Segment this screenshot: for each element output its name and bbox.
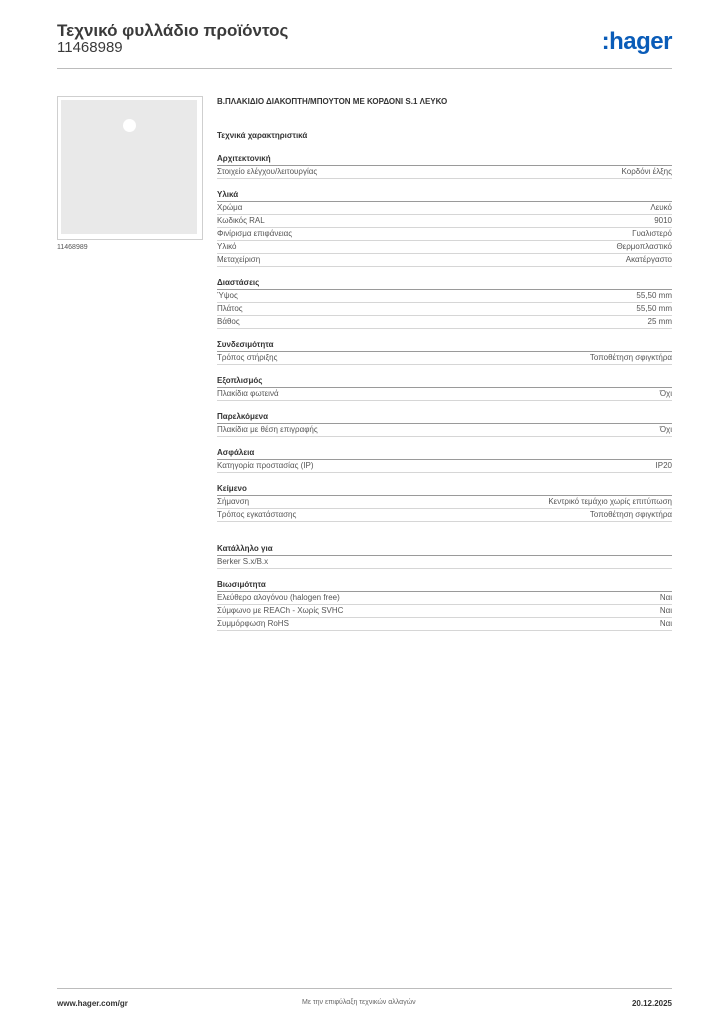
spec-row	[217, 316, 672, 329]
section-title: Ασφάλεια	[217, 448, 672, 460]
spec-label: Τρόπος στήριξης	[217, 353, 278, 362]
spec-row	[217, 215, 672, 228]
product-image	[57, 96, 203, 240]
spec-label: Μεταχείριση	[217, 255, 261, 264]
spec-label: Κωδικός RAL	[217, 216, 265, 225]
spec-value: Θερμοπλαστικό	[616, 242, 672, 251]
spec-value: Όχι	[659, 425, 672, 434]
spec-row	[217, 388, 672, 401]
spec-value: 9010	[654, 216, 672, 225]
spec-value: Ναι	[659, 593, 672, 602]
section-title: Συνδεσιμότητα	[217, 340, 672, 352]
spec-label: Κατηγορία προστασίας (IP)	[217, 461, 314, 470]
footer-date: 20.12.2025	[631, 999, 672, 1008]
spec-row	[217, 254, 672, 267]
spec-label: Βάθος	[217, 317, 240, 326]
spec-row	[217, 290, 672, 303]
spec-row	[217, 228, 672, 241]
spec-row	[217, 509, 672, 522]
spec-value: Τοποθέτηση σφιγκτήρα	[589, 353, 672, 362]
spec-row	[217, 303, 672, 316]
spec-label: Υλικό	[217, 242, 237, 251]
spec-label: Χρώμα	[217, 203, 243, 212]
spec-label: Φινίρισμα επιφάνειας	[217, 229, 293, 238]
cover-plate-image	[61, 100, 197, 234]
spec-value: IP20	[655, 461, 672, 470]
spec-value: Κορδόνι έλξης	[621, 167, 672, 176]
spec-row	[217, 166, 672, 179]
spec-section	[217, 376, 672, 401]
spec-value: Τοποθέτηση σφιγκτήρα	[589, 510, 672, 519]
spec-sections	[217, 154, 672, 631]
spec-label: Ελεύθερο αλογόνου (halogen free)	[217, 593, 340, 602]
spec-value: Ναι	[659, 606, 672, 615]
footer-divider	[57, 988, 672, 989]
spec-value: 25 mm	[647, 317, 672, 326]
spec-row	[217, 605, 672, 618]
spec-label: Πλακίδια φωτεινά	[217, 389, 279, 398]
spec-label: Στοιχείο ελέγχου/λειτουργίας	[217, 167, 318, 176]
spec-label: Berker S.x/B.x	[217, 557, 269, 566]
product-name: Β.ΠΛΑΚΙΔΙΟ ΔΙΑΚΟΠΤΗ/ΜΠΟΥΤΟΝ ΜΕ ΚΟΡΔΟΝΙ S.1 ΛΕΥΚΟ	[217, 97, 448, 106]
spec-row	[217, 556, 672, 569]
section-title: Εξοπλισμός	[217, 376, 672, 388]
section-title: Υλικά	[217, 190, 672, 202]
section-title: Κατάλληλο για	[217, 544, 672, 556]
footer-note: Με την επιφύλαξη τεχνικών αλλαγών	[302, 999, 416, 1006]
section-title: Αρχιτεκτονική	[217, 154, 672, 166]
spec-value: 55,50 mm	[636, 304, 672, 313]
product-number: 11468989	[57, 39, 123, 56]
spec-label: Σύμφωνο με REACh - Χωρίς SVHC	[217, 606, 344, 615]
spec-value: Κεντρικό τεμάχιο χωρίς επιτύπωση	[548, 497, 672, 506]
spec-value: 55,50 mm	[636, 291, 672, 300]
spec-value: Γυαλιστερό	[632, 229, 672, 238]
spec-row	[217, 202, 672, 215]
cord-hole	[123, 119, 136, 132]
spec-section	[217, 544, 672, 569]
spec-row	[217, 460, 672, 473]
spec-label: Πλάτος	[217, 304, 243, 313]
spec-row	[217, 618, 672, 631]
spec-value: Λευκό	[650, 203, 672, 212]
section-title: Κείμενο	[217, 484, 672, 496]
spec-row	[217, 424, 672, 437]
spec-label: Ύψος	[217, 291, 238, 300]
spec-section	[217, 278, 672, 329]
spec-content	[217, 97, 672, 631]
spec-label: Τρόπος εγκατάστασης	[217, 510, 297, 519]
section-title: Διαστάσεις	[217, 278, 672, 290]
spec-section	[217, 154, 672, 179]
spec-section	[217, 580, 672, 631]
document-title: Τεχνικό φυλλάδιο προϊόντος	[57, 21, 289, 40]
section-title: Παρελκόμενα	[217, 412, 672, 424]
tech-specs-title: Τεχνικά χαρακτηριστικά	[217, 131, 308, 140]
spec-section	[217, 412, 672, 437]
section-title: Βιωσιμότητα	[217, 580, 672, 592]
footer-website: www.hager.com/gr	[57, 999, 128, 1008]
image-caption: 11468989	[57, 244, 88, 251]
spec-row	[217, 592, 672, 605]
spec-value: Ακατέργαστο	[625, 255, 672, 264]
spec-row	[217, 352, 672, 365]
spec-label: Σήμανση	[217, 497, 250, 506]
hager-logo: :hager	[601, 28, 672, 55]
spec-value: Ναι	[659, 619, 672, 628]
spec-section	[217, 484, 672, 522]
spec-section	[217, 448, 672, 473]
spec-label: Συμμόρφωση RoHS	[217, 619, 289, 628]
spec-section	[217, 190, 672, 267]
spec-label: Πλακίδια με θέση επιγραφής	[217, 425, 318, 434]
spec-section	[217, 340, 672, 365]
header-divider	[57, 68, 672, 69]
spec-row	[217, 241, 672, 254]
spec-row	[217, 496, 672, 509]
spec-value: Όχι	[659, 389, 672, 398]
